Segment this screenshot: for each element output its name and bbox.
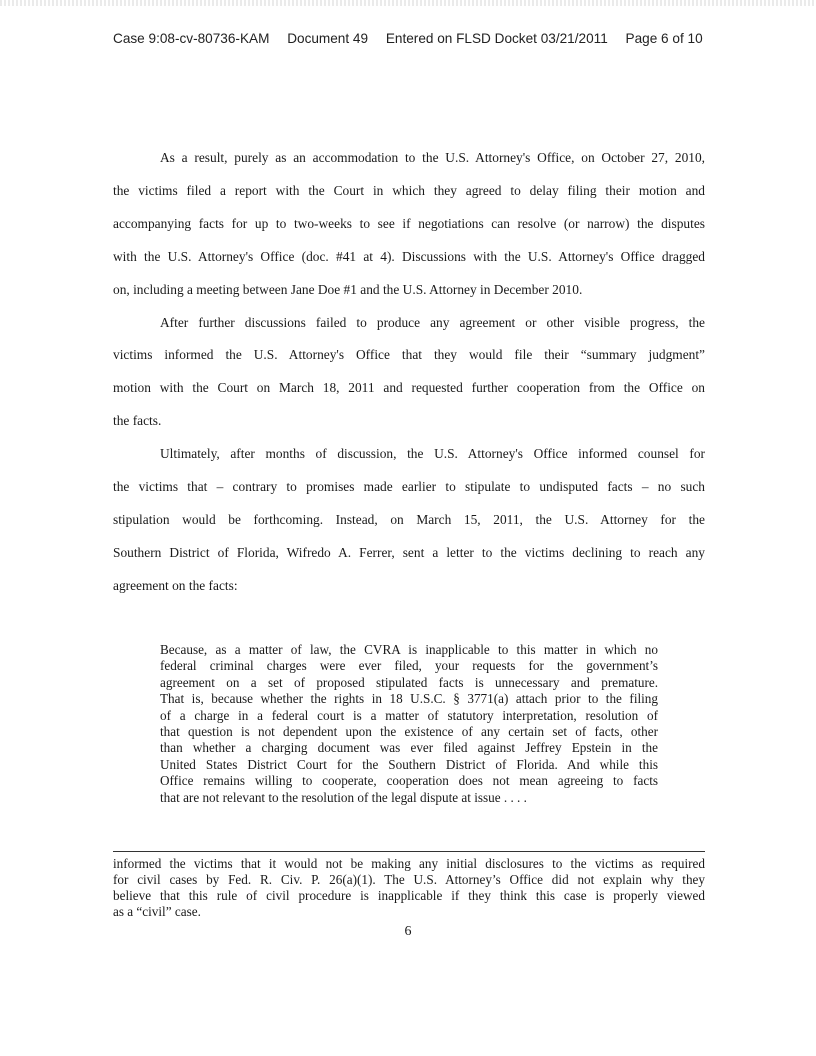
- block-quote-line: Office remains willing to cooperate, cooperation does not mean agreeing to facts: [160, 773, 658, 789]
- block-quote-line: United States District Court for the Southern District of Florida. And while this: [160, 756, 658, 772]
- paragraph-line: motion with the Court on March 18, 2011 and requested further cooperation from the Office on: [113, 380, 705, 396]
- paragraph-line: Southern District of Florida, Wifredo A. Ferrer, sent a letter to the victims declining to reach any: [113, 544, 705, 560]
- paragraph-line: the facts.: [113, 413, 162, 429]
- footnote-divider: [113, 851, 705, 852]
- docket-header: [113, 31, 713, 46]
- footnote-line: as a “civil” case.: [113, 904, 201, 919]
- footnote-line: believe that this rule of civil procedure is inapplicable if they think this case is properly viewed: [113, 888, 705, 903]
- document-number: Document 49: [287, 31, 369, 46]
- block-quote-line: federal criminal charges were ever filed, your requests for the government’s: [160, 658, 658, 674]
- paragraph-line: on, including a meeting between Jane Doe #1 and the U.S. Attorney in December 2010.: [113, 281, 583, 297]
- paragraph-line: After further discussions failed to produce any agreement or other visible progress, the: [160, 314, 705, 330]
- block-quote-line: of a charge in a federal court is a matter of statutory interpretation, resolution of: [160, 707, 658, 723]
- scan-artifact: [0, 0, 816, 6]
- block-quote-line: than whether a charging document was ever filed against Jeffrey Epstein in the: [160, 740, 658, 756]
- docket-entry: Entered on FLSD Docket 03/21/2011: [385, 31, 608, 46]
- paragraph-line: accompanying facts for up to two-weeks to see if negotiations can resolve (or narrow) the disputes: [113, 215, 705, 231]
- case-number: Case 9:08-cv-80736-KAM: [113, 31, 270, 46]
- block-quote-line: Because, as a matter of law, the CVRA is inapplicable to this matter in which no: [160, 642, 658, 657]
- block-quote-line: agreement on a set of proposed stipulated facts is unnecessary and premature.: [160, 674, 658, 690]
- footnote-line: for civil cases by Fed. R. Civ. P. 26(a)(1). The U.S. Attorney’s Office did not explain why they: [113, 872, 705, 887]
- paragraph-line: the victims that – contrary to promises made earlier to stipulate to undisputed facts – no such: [113, 479, 705, 494]
- paragraph-line: the victims filed a report with the Court in which they agreed to delay filing their motion and: [113, 182, 705, 198]
- paragraph-line: agreement on the facts:: [113, 577, 238, 593]
- paragraph-line: with the U.S. Attorney's Office (doc. #41 at 4). Discussions with the U.S. Attorney's Office dragged: [113, 248, 705, 264]
- paragraph-line: victims informed the U.S. Attorney's Office that they would file their “summary judgment”: [113, 347, 705, 363]
- block-quote-line: that are not relevant to the resolution of the legal dispute at issue . . . .: [160, 789, 527, 805]
- paragraph-line: Ultimately, after months of discussion, the U.S. Attorney's Office informed counsel for: [160, 446, 705, 462]
- page-indicator: Page 6 of 10: [625, 31, 703, 46]
- footnote-line: informed the victims that it would not be making any initial disclosures to the victims as required: [113, 856, 705, 871]
- block-quote-line: that question is not dependent upon the existence of any certain set of facts, other: [160, 724, 658, 739]
- paragraph-line: stipulation would be forthcoming. Instead, on March 15, 2011, the U.S. Attorney for the: [113, 511, 705, 527]
- page-number: 6: [404, 924, 412, 939]
- paragraph-line: As a result, purely as an accommodation to the U.S. Attorney's Office, on October 27, 2010,: [160, 150, 705, 165]
- block-quote-line: That is, because whether the rights in 18 U.S.C. § 3771(a) attach prior to the filing: [160, 691, 658, 707]
